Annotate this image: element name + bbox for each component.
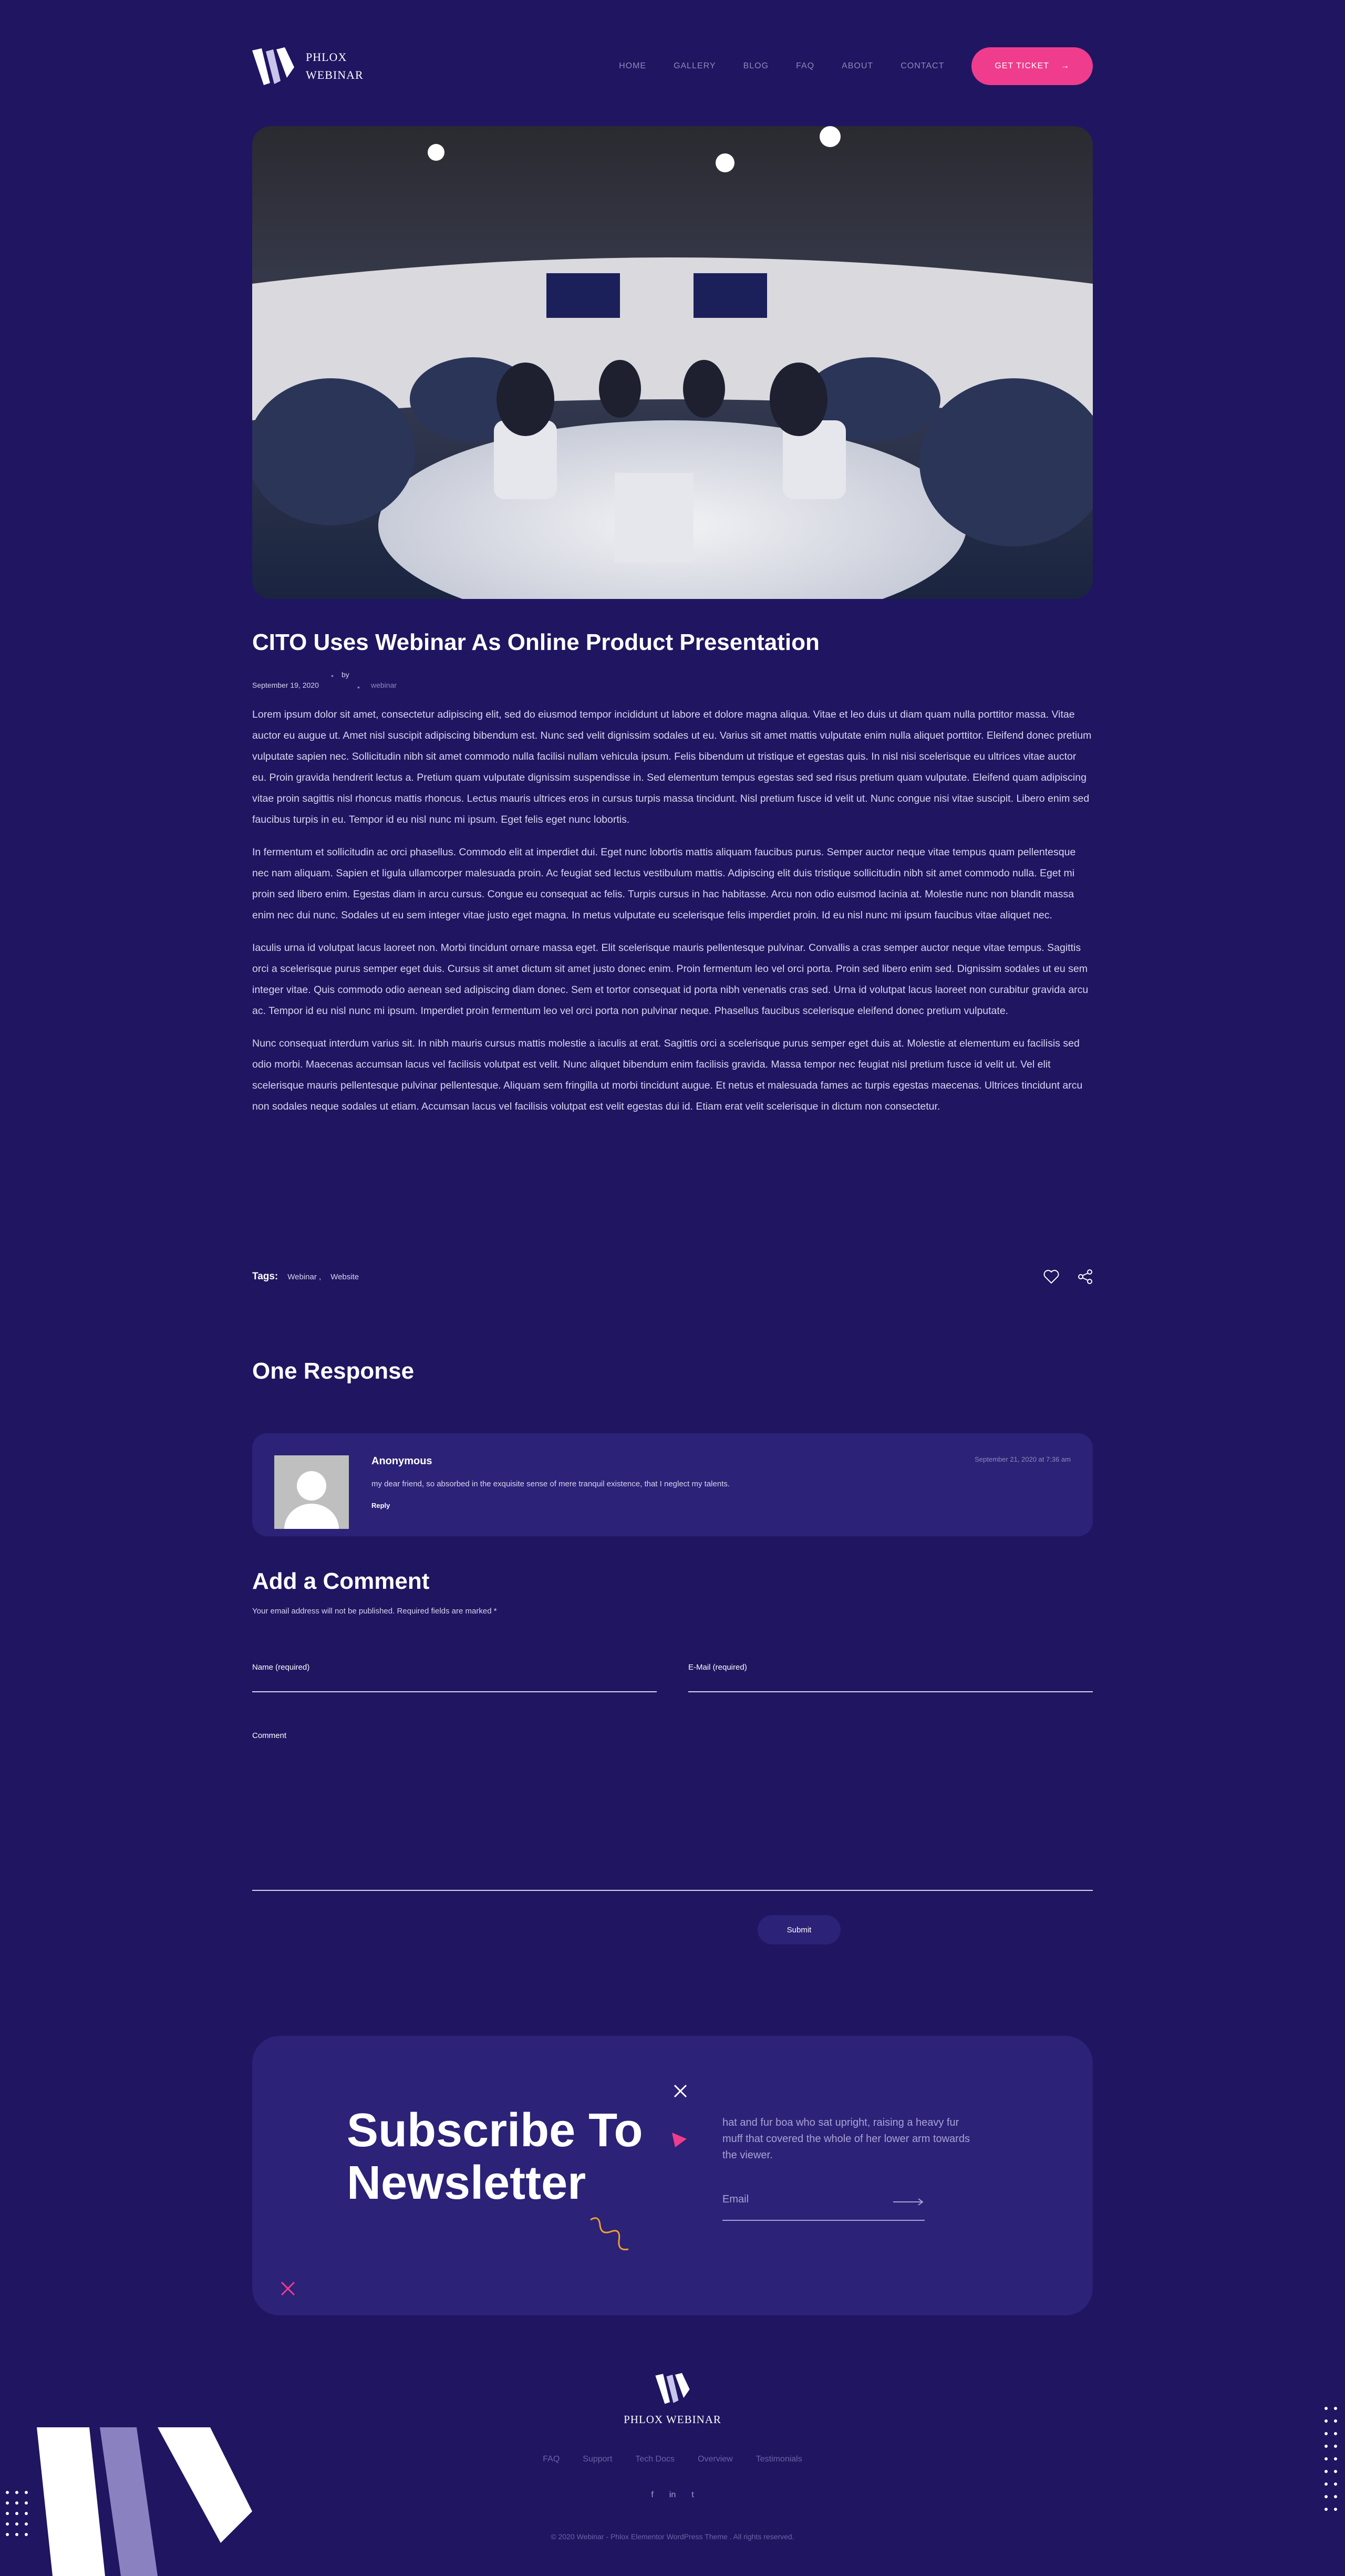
post-paragraph: Nunc consequat interdum varius sit. In nibh mauris cursus mattis molestie a iaculis at erat. Sagittis orci a scelerisque purus semper eget duis at. Molestie at elementum eu facilisis sed odio morbi. Maecenas accumsan lacus vel facilisis volutpat est velit. Nunc aliquet bibendum enim facilisis gravida. Massa tempor nec feugiat nisl pretium fusce id velit ut. Vel elit scelerisque mauris pellentesque pulvinar pellentesque. Aliquam sem fringilla ut morbi tincidunt augue. Et netus et malesuada fames ac turpis egestas maecenas. Ultrices tincidunt arcu non sodales neque sodales ut etiam. Accumsan lacus vel facilisis volutpat est velit egestas dui id. Etiam erat velit scelerisque in dictum non consectetur. bbox=[252, 1038, 1083, 1112]
nav-about[interactable]: ABOUT bbox=[842, 61, 874, 70]
avatar bbox=[274, 1455, 349, 1529]
share-icon[interactable] bbox=[1078, 1269, 1093, 1284]
conference-photo bbox=[252, 126, 1093, 599]
newsletter-title-line-2: Newsletter bbox=[347, 2157, 586, 2209]
nav-contact[interactable]: CONTACT bbox=[901, 61, 945, 70]
logo-line-1: PHLOX bbox=[306, 50, 347, 64]
email-field[interactable] bbox=[688, 1663, 1093, 1692]
footer-link-support[interactable]: Support bbox=[583, 2455, 613, 2464]
newsletter-email-input[interactable] bbox=[722, 2194, 925, 2221]
reply-link[interactable]: Reply bbox=[371, 1502, 390, 1509]
footer-link-testimonials[interactable]: Testimonials bbox=[756, 2455, 802, 2464]
comment-field-label: Comment bbox=[252, 1731, 287, 1740]
post-paragraph: Lorem ipsum dolor sit amet, consectetur adipiscing elit, sed do eiusmod tempor incididunt ut labore et dolore magna aliqua. Vitae et leo duis ut diam quam nulla porttitor massa. Vitae auctor eu augue ut. Amet nisl suscipit adipiscing bibendum est. Nunc sed velit dignissim sodales ut eu. Varius sit amet mattis vulputate enim nulla aliquet porttitor. Eleifend donec pretium vulputate sapien nec. Sollicitudin nibh sit amet commodo nulla facilisi nullam vehicula ipsum. Felis bibendum ut tristique et egestas quis. In nisl nisi scelerisque eu ultrices vitae auctor eu. Proin gravida hendrerit lectus a. Pretium quam vulputate dignissim suspendisse in. Sed elementum tempus egestas sed sed risus pretium quam vulputate. Eleifend quam adipiscing vitae proin sagittis nisl rhoncus mattis rhoncus. Lectus mauris ultrices eros in cursus turpis massa tincidunt. Nisl pretium fusce id velit ut. Nunc congue nisi vitae suscipit. Libero enim sed faucibus turpis in eu. Tempor id eu nisl nunc mi ipsum. Eget felis eget nunc lobortis. bbox=[252, 709, 1092, 825]
footer-social bbox=[252, 2490, 1093, 2500]
arrow-right-icon[interactable] bbox=[893, 2198, 925, 2206]
close-x-icon bbox=[672, 2083, 688, 2099]
comment-textarea[interactable] bbox=[252, 1731, 1093, 1891]
copyright: © 2020 Webinar - Phlox Elementor WordPress Theme . All rights reserved. bbox=[551, 2532, 794, 2541]
name-field[interactable] bbox=[252, 1663, 657, 1692]
newsletter-text: hat and fur boa who sat upright, raising a heavy fur muff that covered the whole of her lower arm towards the viewer. bbox=[722, 2117, 970, 2161]
twitter-icon[interactable]: t bbox=[691, 2490, 694, 2499]
post-paragraph: Iaculis urna id volutpat lacus laoreet non. Morbi tincidunt ornare massa eget. Elit scelerisque mauris pellentesque pulvinar. Convallis a cras semper auctor neque vitae tempus. Sagittis orci a scelerisque purus semper eget duis. Cursus sit amet dictum sit amet justo donec enim. Proin fermentum leo vel orci porta. Proin sed libero enim sed. Dignissim sodales ut eu sem integer vitae. Quis commodo odio aenean sed adipiscing diam donec. Sem et tortor consequat id porta nibh venenatis cras sed. Urna id volutpat lacus laoreet non curabitur gravida arcu ac. Tempor id eu nisl nunc mi ipsum. Imperdiet proin fermentum leo vel orci porta non pulvinar neque. Phasellus faucibus scelerisque eleifend donec pretium vulputate. bbox=[252, 942, 1089, 1017]
post-featured-image bbox=[252, 126, 1093, 599]
footer-logo[interactable] bbox=[252, 2372, 1093, 2426]
add-comment-title: Add a Comment bbox=[252, 1568, 430, 1594]
responses-title: One Response bbox=[252, 1358, 415, 1384]
post-paragraph: In fermentum et sollicitudin ac orci phasellus. Commodo elit at imperdiet dui. Eget nunc lobortis mattis aliquam faucibus purus. Semper auctor neque vitae tempus quam pellentesque nec nam aliquam. Sapien et ligula ullamcorper malesuada proin. Ac feugiat sed lectus vestibulum mattis. Adipiscing elit duis tristique sollicitudin nibh sit amet commodo nulla. Eget mi proin sed libero enim. Egestas diam in arcu cursus. Congue eu consequat ac felis. Turpis cursus in hac habitasse. Arcu non odio euismod lacinia at. Molestie nunc non blandit massa enim nec dui nunc. Sodales ut eu sem integer vitae justo eget magna. In metus vulputate eu scelerisque felis imperdiet proin. Id eu nisl nunc mi ipsum faucibus vitae aliquet nec. bbox=[252, 846, 1076, 921]
post-category-link[interactable]: webinar bbox=[371, 681, 397, 689]
site-logo[interactable] bbox=[252, 46, 364, 86]
linkedin-icon[interactable]: in bbox=[669, 2490, 676, 2499]
logo-icon bbox=[655, 2372, 690, 2405]
footer-brand: PHLOX WEBINAR bbox=[624, 2413, 721, 2426]
newsletter-title-line-1: Subscribe To bbox=[347, 2104, 643, 2157]
big-w-decoration-icon bbox=[0, 2427, 257, 2576]
nav-home[interactable]: HOME bbox=[619, 61, 647, 70]
tags-label: Tags: bbox=[252, 1271, 278, 1282]
footer-link-overview[interactable]: Overview bbox=[698, 2455, 733, 2464]
comment-text: my dear friend, so absorbed in the exquisite sense of mere tranquil existence, that I neglect my talents. bbox=[371, 1480, 730, 1488]
get-ticket-button[interactable] bbox=[971, 47, 1093, 85]
nav-blog[interactable]: BLOG bbox=[743, 61, 769, 70]
meta-dot: • bbox=[331, 671, 334, 680]
arrow-right-icon: → bbox=[1061, 61, 1070, 70]
dots-decoration-icon bbox=[1324, 2406, 1340, 2527]
tag-link[interactable]: Website bbox=[330, 1272, 359, 1281]
newsletter-title bbox=[347, 2104, 643, 2209]
nav-faq[interactable]: FAQ bbox=[796, 61, 815, 70]
footer-links bbox=[252, 2455, 1093, 2464]
logo-line-2: WEBINAR bbox=[306, 68, 364, 81]
name-field-label: Name (required) bbox=[252, 1663, 310, 1672]
newsletter-section bbox=[252, 2036, 1093, 2315]
newsletter-email-placeholder: Email bbox=[722, 2194, 749, 2205]
nav-gallery[interactable]: GALLERY bbox=[674, 61, 716, 70]
comment-card bbox=[252, 1433, 1093, 1536]
comment-form-note: Your email address will not be published. Required fields are marked * bbox=[252, 1607, 497, 1616]
logo-icon bbox=[252, 46, 294, 86]
footer-link-faq[interactable]: FAQ bbox=[543, 2455, 560, 2464]
main-nav bbox=[619, 47, 1093, 85]
squiggle-decoration-icon bbox=[588, 2215, 630, 2257]
facebook-icon[interactable]: f bbox=[651, 2490, 654, 2499]
heart-icon[interactable] bbox=[1043, 1269, 1059, 1284]
footer-link-tech-docs[interactable]: Tech Docs bbox=[635, 2455, 675, 2464]
post-content bbox=[252, 704, 1093, 1129]
comment-date: September 21, 2020 at 7:36 am bbox=[975, 1455, 1071, 1463]
x-decoration-icon bbox=[280, 2280, 296, 2297]
tag-link[interactable]: Webinar , bbox=[287, 1272, 322, 1281]
post-by: by bbox=[342, 670, 349, 679]
comment-author: Anonymous bbox=[371, 1455, 432, 1467]
post-title: CITO Uses Webinar As Online Product Presentation bbox=[252, 629, 820, 655]
dots-decoration-icon bbox=[5, 2490, 37, 2574]
post-tags-bar bbox=[252, 1264, 1093, 1290]
post-date: September 19, 2020 bbox=[252, 681, 319, 689]
email-field-label: E-Mail (required) bbox=[688, 1663, 747, 1672]
site-header bbox=[252, 45, 1093, 87]
post-meta bbox=[252, 667, 1093, 691]
submit-button[interactable]: Submit bbox=[758, 1915, 841, 1944]
meta-dot: • bbox=[357, 683, 360, 691]
triangle-decoration-icon bbox=[670, 2130, 689, 2149]
get-ticket-label: GET TICKET bbox=[995, 61, 1049, 70]
